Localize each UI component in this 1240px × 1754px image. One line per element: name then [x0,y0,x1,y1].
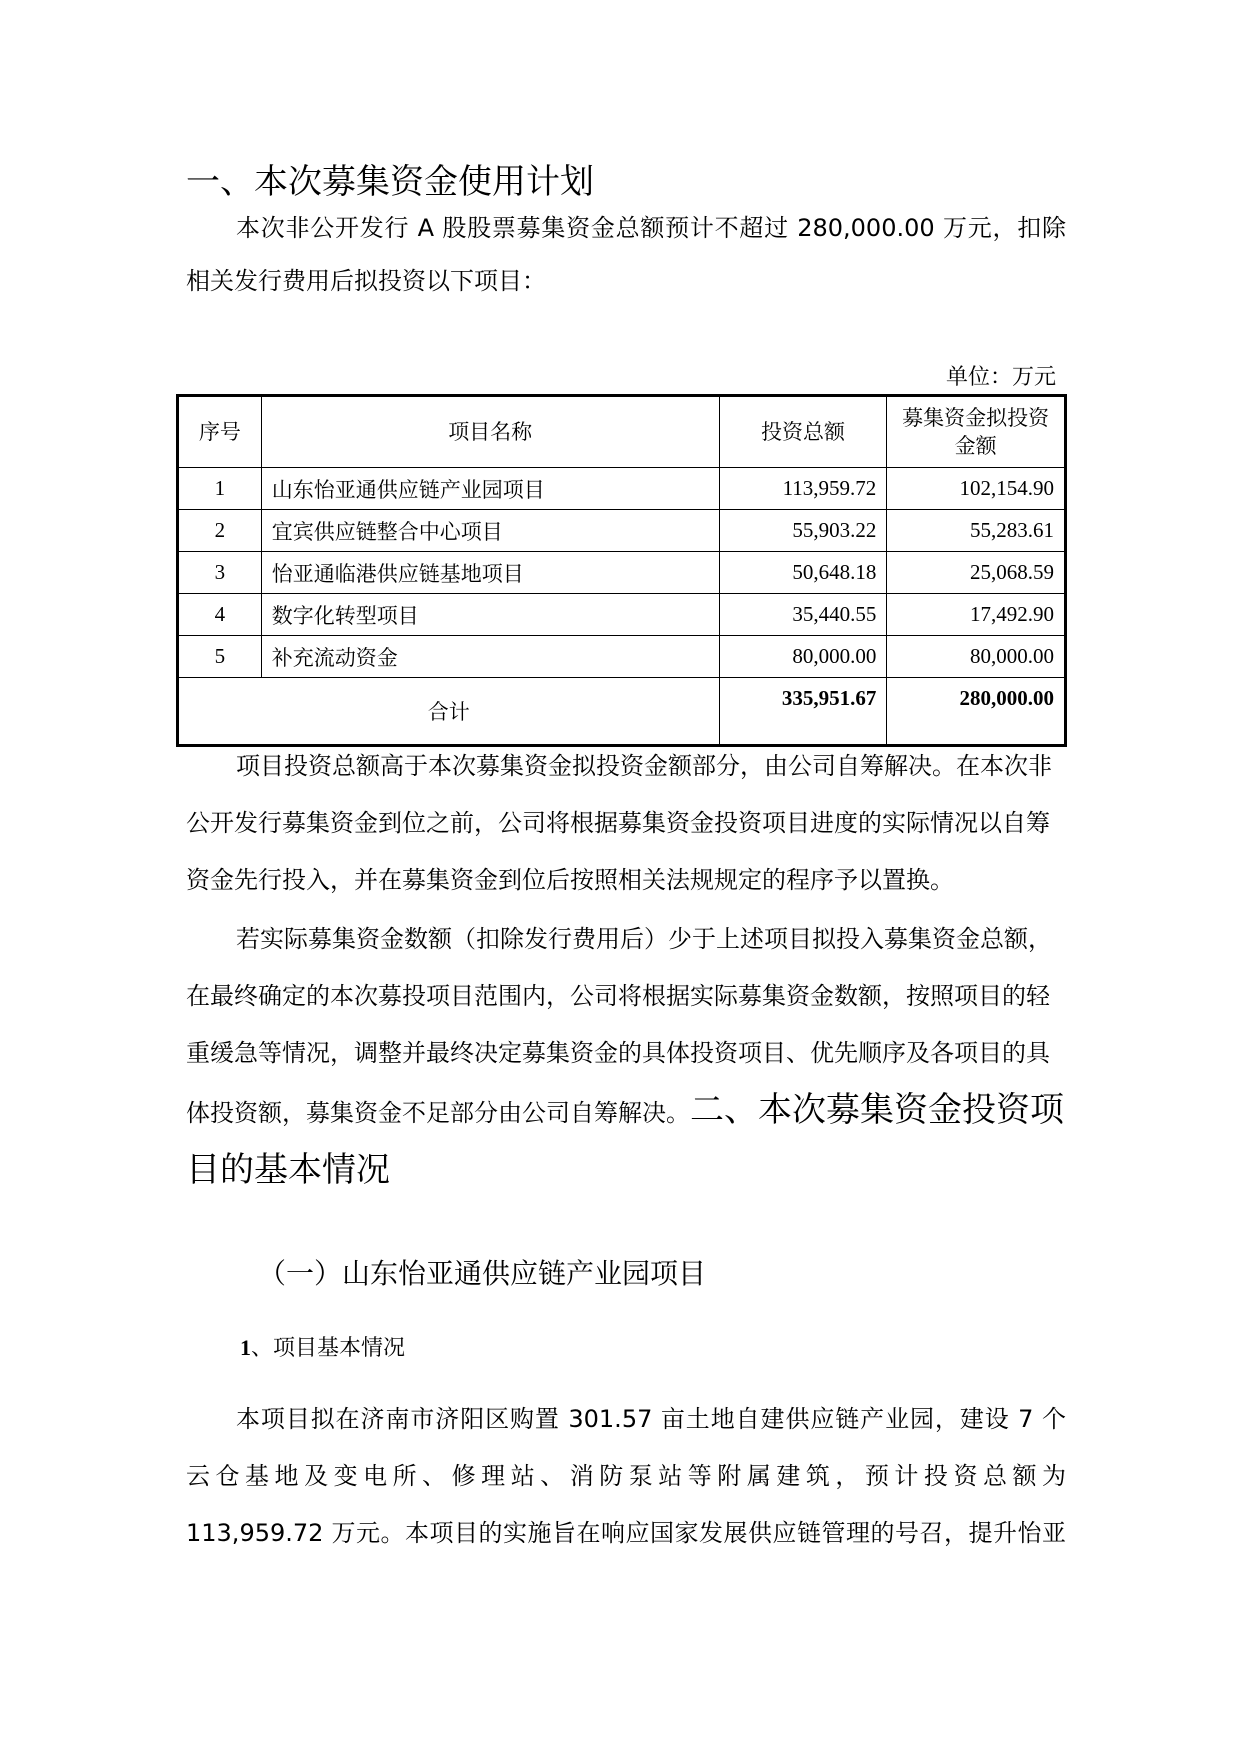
paragraph-shortfall-text: 若实际募集资金数额（扣除发行费用后）少于上述项目拟投入募集资金总额，在最终确定的本次募投项目范围内，公司将根据实际募集资金数额，按照项目的轻重缓急等情况，调整并最终决定募集资金的具体投资项目、优先顺序及各项目的具体投资额，募集资金不足部分由公司自筹解决。 [186,925,1052,1127]
row-no: 1 [178,468,262,510]
item-heading [240,1333,405,1364]
project-desc-line-2: 云仓基地及变电所、修理站、消防泵站等附属建筑，预计投资总额为 [186,1462,1066,1490]
row-total: 50,648.18 [719,552,887,594]
header-raised: 募集资金拟投资金额 [887,396,1066,468]
table-header-row [178,396,1066,468]
row-raised: 80,000.00 [887,636,1066,678]
project-desc-line-1: 本项目拟在济南市济阳区购置 301.57 亩土地自建供应链产业园，建设 7 个 [236,1405,1066,1433]
row-name: 补充流动资金 [261,636,719,678]
row-total: 80,000.00 [719,636,887,678]
section-2-title: 二、本次募集资金投资项目的基本情况 [186,1090,1064,1190]
row-no: 5 [178,636,262,678]
table-row [178,636,1066,678]
row-raised: 17,492.90 [887,594,1066,636]
row-no: 4 [178,594,262,636]
table-row [178,594,1066,636]
unit-label: 单位：万元 [946,365,1057,390]
paragraph-shortfall [186,911,1066,1202]
total-investment: 335,951.67 [719,678,887,746]
table-total-row [178,678,1066,746]
row-name: 数字化转型项目 [261,594,719,636]
total-raised: 280,000.00 [887,678,1066,746]
item-number: 1 [240,1335,251,1360]
intro-line-2: 相关发行费用后拟投资以下项目： [186,267,546,295]
row-no: 2 [178,510,262,552]
subsection-title: （一）山东怡亚通供应链产业园项目 [258,1257,707,1290]
row-name: 宜宾供应链整合中心项目 [261,510,719,552]
row-raised: 55,283.61 [887,510,1066,552]
total-label: 合计 [178,678,720,746]
project-desc-line-3: 113,959.72 万元。本项目的实施旨在响应国家发展供应链管理的号召，提升怡亚 [186,1519,1066,1547]
header-no: 序号 [178,396,262,468]
row-raised: 25,068.59 [887,552,1066,594]
row-raised: 102,154.90 [887,468,1066,510]
row-name: 怡亚通临港供应链基地项目 [261,552,719,594]
section-title: 一、本次募集资金使用计划 [186,162,594,202]
row-total: 113,959.72 [719,468,887,510]
row-name: 山东怡亚通供应链产业园项目 [261,468,719,510]
investment-table [176,394,1067,747]
item-label: 、项目基本情况 [251,1336,406,1361]
intro-line-1: 本次非公开发行 A 股股票募集资金总额预计不超过 280,000.00 万元，扣除 [236,214,1066,242]
table-row [178,510,1066,552]
row-total: 35,440.55 [719,594,887,636]
table-row [178,552,1066,594]
header-total: 投资总额 [719,396,887,468]
header-name: 项目名称 [261,396,719,468]
row-total: 55,903.22 [719,510,887,552]
table-row [178,468,1066,510]
paragraph-self-funding: 项目投资总额高于本次募集资金拟投资金额部分，由公司自筹解决。在本次非公开发行募集资金到位之前，公司将根据募集资金投资项目进度的实际情况以自筹资金先行投入，并在募集资金到位后按照相关法规规定的程序予以置换。 [186,752,1052,894]
row-no: 3 [178,552,262,594]
